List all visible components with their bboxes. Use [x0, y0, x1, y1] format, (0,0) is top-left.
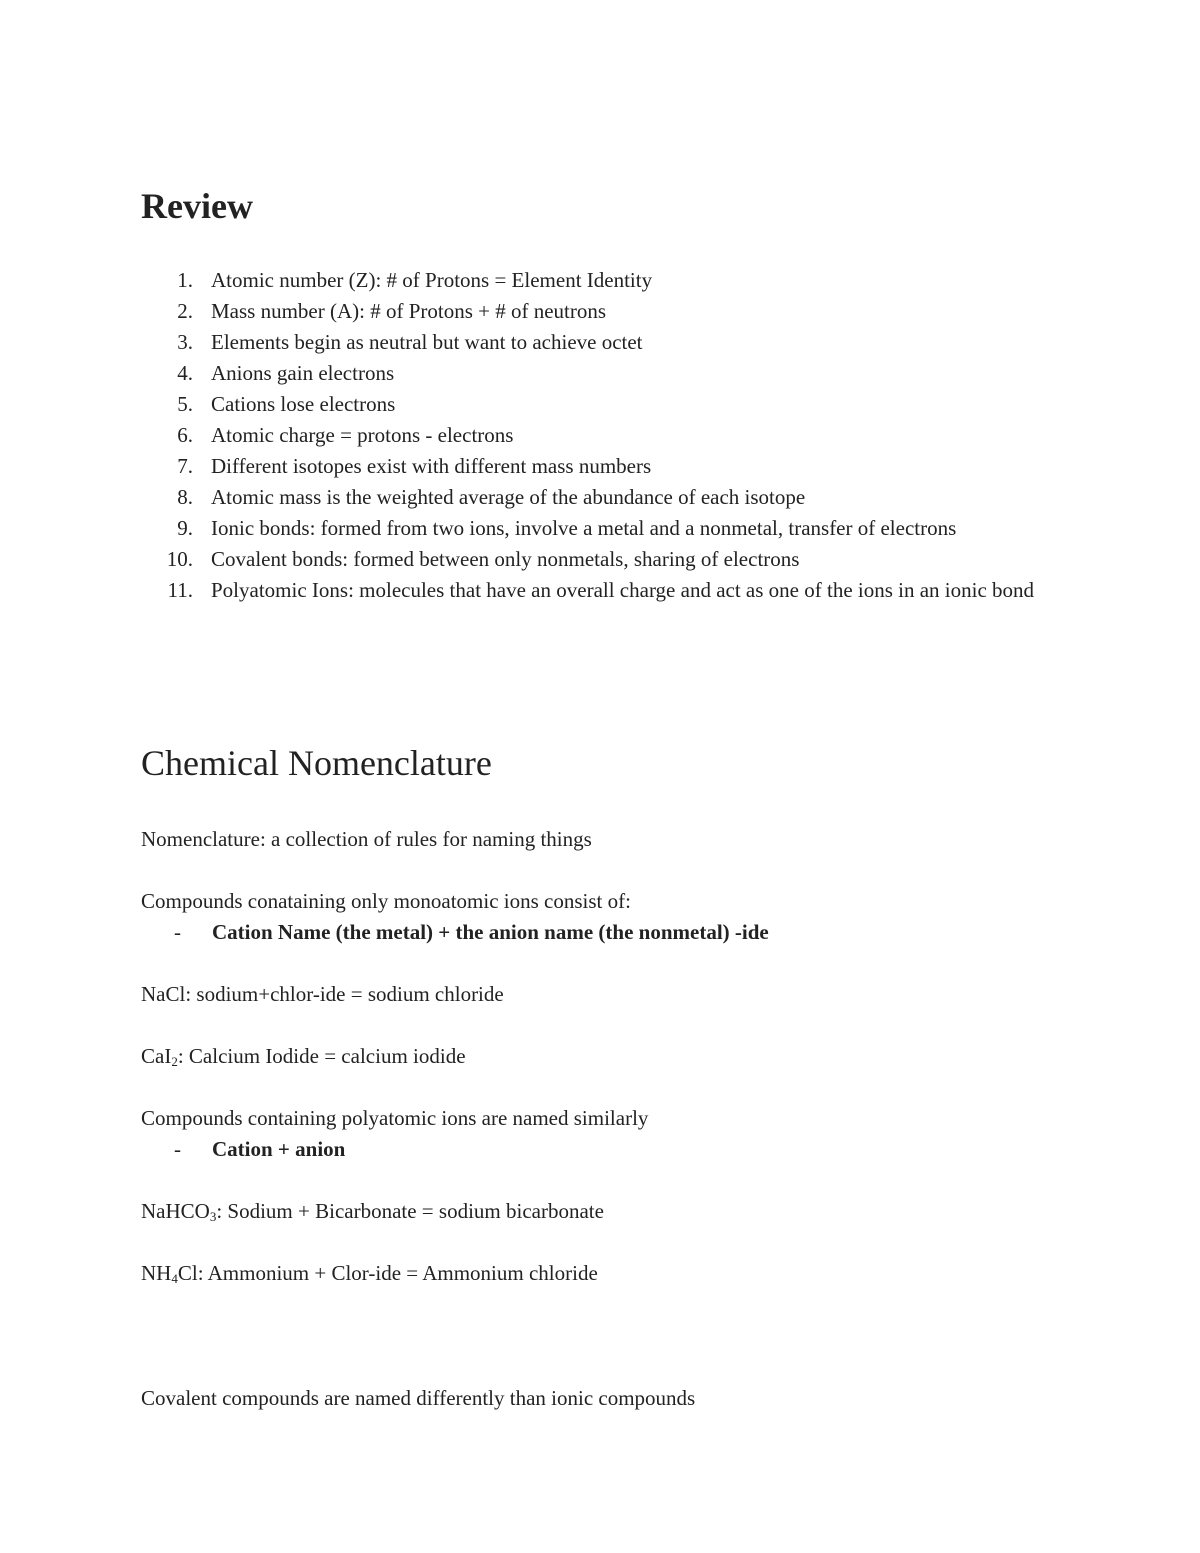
review-item	[141, 358, 1081, 389]
review-item-text: Different isotopes exist with different mass numbers	[211, 454, 652, 478]
review-item-number: 2.	[177, 299, 193, 323]
covalent-intro: Covalent compounds are named differently than ionic compounds	[141, 1386, 696, 1410]
review-item-number: 4.	[177, 361, 193, 385]
review-item	[141, 265, 1081, 296]
review-item-text: Atomic number (Z): # of Protons = Element Identity	[211, 268, 653, 292]
polyatomic-intro: Compounds containing polyatomic ions are named similarly	[141, 1106, 649, 1130]
example-text: : sodium+chlor-ide = sodium chloride	[185, 982, 504, 1006]
review-item-number: 6.	[177, 423, 193, 447]
formula: NaCl	[141, 982, 186, 1006]
review-item-text: Elements begin as neutral but want to achieve octet	[211, 330, 643, 354]
review-item	[141, 513, 1081, 544]
review-item-number: 7.	[177, 454, 193, 478]
nomenclature-heading: Chemical Nomenclature	[141, 743, 492, 783]
example-text: : Ammonium + Clor-ide = Ammonium chloride	[197, 1261, 598, 1285]
review-item-number: 1.	[177, 268, 193, 292]
monoatomic-rule-text: Cation Name (the metal) + the anion name (the nonmetal) -ide	[212, 920, 769, 944]
example-nh4cl	[141, 1258, 598, 1289]
review-item-text: Polyatomic Ions: molecules that have an overall charge and act as one of the ions in an ionic bond	[211, 578, 1035, 602]
review-item	[141, 420, 1081, 451]
review-item	[141, 482, 1081, 513]
review-item	[141, 544, 1081, 575]
bullet-dash: -	[174, 920, 181, 944]
example-text: : Sodium + Bicarbonate = sodium bicarbonate	[216, 1199, 604, 1223]
review-item-text: Ionic bonds: formed from two ions, involve a metal and a nonmetal, transfer of electrons	[211, 516, 957, 540]
review-item-text: Atomic mass is the weighted average of the abundance of each isotope	[211, 485, 806, 509]
review-item-text: Covalent bonds: formed between only nonmetals, sharing of electrons	[211, 547, 800, 571]
review-list	[141, 265, 1081, 606]
review-item-text: Mass number (A): # of Protons + # of neutrons	[211, 299, 607, 323]
bullet-dash: -	[174, 1137, 181, 1161]
review-item	[141, 327, 1081, 358]
subscript: 2	[171, 1054, 178, 1069]
formula: NaHCO	[141, 1199, 210, 1223]
nomenclature-definition: Nomenclature: a collection of rules for naming things	[141, 827, 592, 851]
review-heading: Review	[141, 186, 253, 226]
review-item-number: 9.	[177, 516, 193, 540]
example-nahco3	[141, 1196, 604, 1227]
review-item-number: 5.	[177, 392, 193, 416]
review-item-number: 8.	[177, 485, 193, 509]
review-item-text: Cations lose electrons	[211, 392, 396, 416]
formula: Cl	[177, 1261, 198, 1285]
example-nacl	[141, 979, 504, 1010]
subscript: 3	[209, 1209, 217, 1224]
review-item-number: 11.	[167, 578, 193, 602]
review-item-number: 10.	[166, 547, 193, 571]
subscript: 4	[171, 1271, 178, 1286]
polyatomic-rule-text: Cation + anion	[212, 1137, 346, 1161]
example-cai2	[141, 1041, 466, 1072]
formula: NH	[141, 1261, 172, 1285]
formula: CaI	[141, 1044, 172, 1068]
review-item	[141, 451, 1081, 482]
example-text: : Calcium Iodide = calcium iodide	[177, 1044, 466, 1068]
monoatomic-intro: Compounds conataining only monoatomic ions consist of:	[141, 889, 631, 913]
review-item	[141, 296, 1081, 327]
review-item	[141, 389, 1081, 420]
review-item-text: Anions gain electrons	[211, 361, 395, 385]
review-item	[141, 575, 1081, 606]
review-item-text: Atomic charge = protons - electrons	[211, 423, 514, 447]
review-item-number: 3.	[177, 330, 193, 354]
